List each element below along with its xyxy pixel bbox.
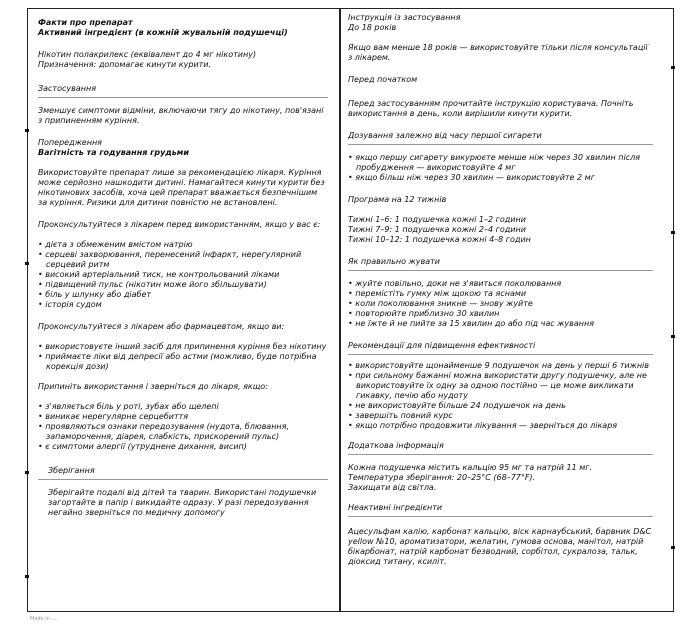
consult-pharmacist-list [38, 342, 328, 372]
use-title: Застосування [38, 84, 97, 93]
before-text: Перед застосуванням прочитайте інструкцію користувача. Почніть використання в день, коли вирішили кинути курити. [348, 99, 634, 118]
list-item: • серцеві захворювання, перенесений інфаркт, нерегулярний серцевий ритм [38, 250, 328, 270]
tips-title: Рекомендації для підвищення ефективності [348, 341, 536, 350]
list-item: • проявляються ознаки передозування (нудота, блювання, запаморочення, діарея, слабкість, прискорений пульс) [38, 422, 328, 442]
left-column [38, 9, 328, 518]
chew-title: Як правильно жувати [348, 257, 440, 266]
pregnancy-title: Вагітність та годування грудьми [38, 148, 189, 157]
section-divider [348, 516, 653, 517]
label-sheet [27, 8, 674, 612]
list-item: • жуйте повільно, доки не з'явиться поколювання [348, 279, 653, 289]
age-line: До 18 років [348, 23, 397, 32]
warnings-title: Попередження [38, 138, 102, 147]
consult-doctor-list [38, 240, 328, 310]
list-item: • високий артеріальний тиск, не контрольований ліками [38, 270, 328, 280]
crop-mark [25, 575, 29, 578]
stop-use-list [38, 402, 328, 452]
list-item: • дієта з обмеженим вмістом натрію [38, 240, 328, 250]
dosing-title: Дозування залежно від часу першої сигарети [348, 131, 542, 140]
list-item: • якщо першу сигарету викурюєте менше ніж через 30 хвилин після пробудження — використовуйте 4 мг [348, 153, 653, 173]
crop-mark [671, 66, 675, 69]
storage-text: Зберігайте подалі від дітей та тварин. Використані подушечки загортайте в папір і викидайте одразу. У разі передозування негайно зверніться по медичну допомогу [48, 488, 317, 517]
consult-doctor-title: Проконсультуйтеся з лікарем перед використанням, якщо у вас є: [38, 220, 321, 229]
pregnancy-text: Використовуйте препарат лише за рекомендацією лікаря. Куріння може серйозно нашкодити дитині. Намагайтеся кинути курити без нікотинових засобів, хоча цей препарат вважається безпечнішим за куріння. Ризики для дитини повністю не встановлені. [38, 168, 325, 207]
list-item: • біль у шлунку або діабет [38, 290, 328, 300]
extra-info-title: Додаткова інформація [348, 441, 444, 450]
list-item: • коли поколювання зникне — знову жуйте [348, 299, 653, 309]
inactive-text: Ацесульфам калію, карбонат кальцію, віск карнаубський, барвник D&C yellow №10, ароматизатори, желатин, гумова основа, манітол, натрій бікарбонат, натрій карбонат безводний, сорбітол, сукралоза, тальк, діоксид титану, ксиліт. [348, 527, 652, 566]
crop-mark [671, 335, 675, 338]
dosing-list [348, 153, 653, 183]
section-divider [348, 270, 653, 271]
facts-title: Факти про препарат [38, 18, 133, 27]
list-item: • якщо потрібно продовжити лікування — зверніться до лікаря [348, 421, 653, 431]
list-item: • використовуйте щонайменше 9 подушечок на день у перші 6 тижнів [348, 361, 653, 371]
before-title: Перед початком [348, 75, 418, 84]
section-divider [348, 454, 653, 455]
list-item: • завершіть повний курс [348, 411, 653, 421]
list-item: • виникає нерегулярне серцебиття [38, 412, 328, 422]
use-text: Зменшує симптоми відміни, включаючи тягу до нікотину, пов'язані з припиненням куріння. [38, 106, 324, 125]
instructions-title: Інструкція із застосування [348, 13, 461, 22]
program-line: Тижні 7–9: 1 подушечка кожні 2–4 години [348, 225, 526, 234]
program-line: Тижні 1–6: 1 подушечка кожні 1–2 години [348, 215, 526, 224]
section-divider [38, 97, 328, 98]
crop-mark [671, 546, 675, 549]
chew-list [348, 279, 653, 329]
list-item: • не їжте й не пийте за 15 хвилин до або під час жування [348, 319, 653, 329]
list-item: • приймаєте ліки від депресії або астми (можливо, буде потрібна корекція дози) [38, 352, 328, 372]
list-item: • при сильному бажанні можна використати другу подушечку, але не використовуйте їх одну за одною постійно — це може викликати гикавку, печію або нудоту [348, 371, 653, 401]
list-item: • повторюйте приблизно 30 хвилин [348, 309, 653, 319]
consult-pharmacist-title: Проконсультуйтеся з лікарем або фармацевтом, якщо ви: [38, 322, 285, 331]
list-item: • підвищений пульс (нікотин може його збільшувати) [38, 280, 328, 290]
right-column [348, 9, 653, 567]
storage-title: Зберігання [48, 466, 95, 475]
purpose-line: Призначення: допомагає кинути курити. [38, 60, 212, 69]
program-title: Програма на 12 тижнів [348, 195, 447, 204]
extra-info-line: Кожна подушечка містить кальцію 95 мг та натрій 11 мг. [348, 463, 592, 472]
ingredient-line: Нікотин полакрилекс (еквівалент до 4 мг нікотину) [38, 50, 257, 59]
list-item: • з'являється біль у роті, зубах або щелепі [38, 402, 328, 412]
column-divider [339, 8, 341, 612]
stop-use-title: Припиніть використання і зверніться до лікаря, якщо: [38, 382, 268, 391]
extra-info-line: Захищати від світла. [348, 483, 437, 492]
crop-mark [25, 262, 29, 265]
list-item: • історія судом [38, 300, 328, 310]
inactive-title: Неактивні інгредієнти [348, 503, 443, 512]
footnote: Made in .... [30, 616, 58, 622]
list-item: • не використовуйте більше 24 подушечок на день [348, 401, 653, 411]
age-text: Якщо вам менше 18 років — використовуйте тільки після консультації з лікарем. [348, 43, 648, 62]
tips-list [348, 361, 653, 431]
list-item: • якщо більш ніж через 30 хвилин — використовуйте 2 мг [348, 173, 653, 183]
program-line: Тижні 10–12: 1 подушечка кожні 4–8 годин [348, 235, 531, 244]
extra-info-line: Температура зберігання: 20–25°C (68–77°F). [348, 473, 536, 482]
section-divider [38, 479, 328, 480]
crop-mark [671, 231, 675, 234]
list-item: • є симптоми алергії (утруднене дихання, висип) [38, 442, 328, 452]
active-ingredient-header: Активний інгредієнт (в кожній жувальній подушечці) [38, 28, 288, 37]
section-divider [348, 354, 653, 355]
list-item: • використовуєте інший засіб для припинення куріння без нікотину [38, 342, 328, 352]
crop-mark [25, 129, 29, 132]
section-divider [348, 144, 653, 145]
crop-mark [25, 471, 29, 474]
list-item: • перемістіть гумку між щокою та яснами [348, 289, 653, 299]
